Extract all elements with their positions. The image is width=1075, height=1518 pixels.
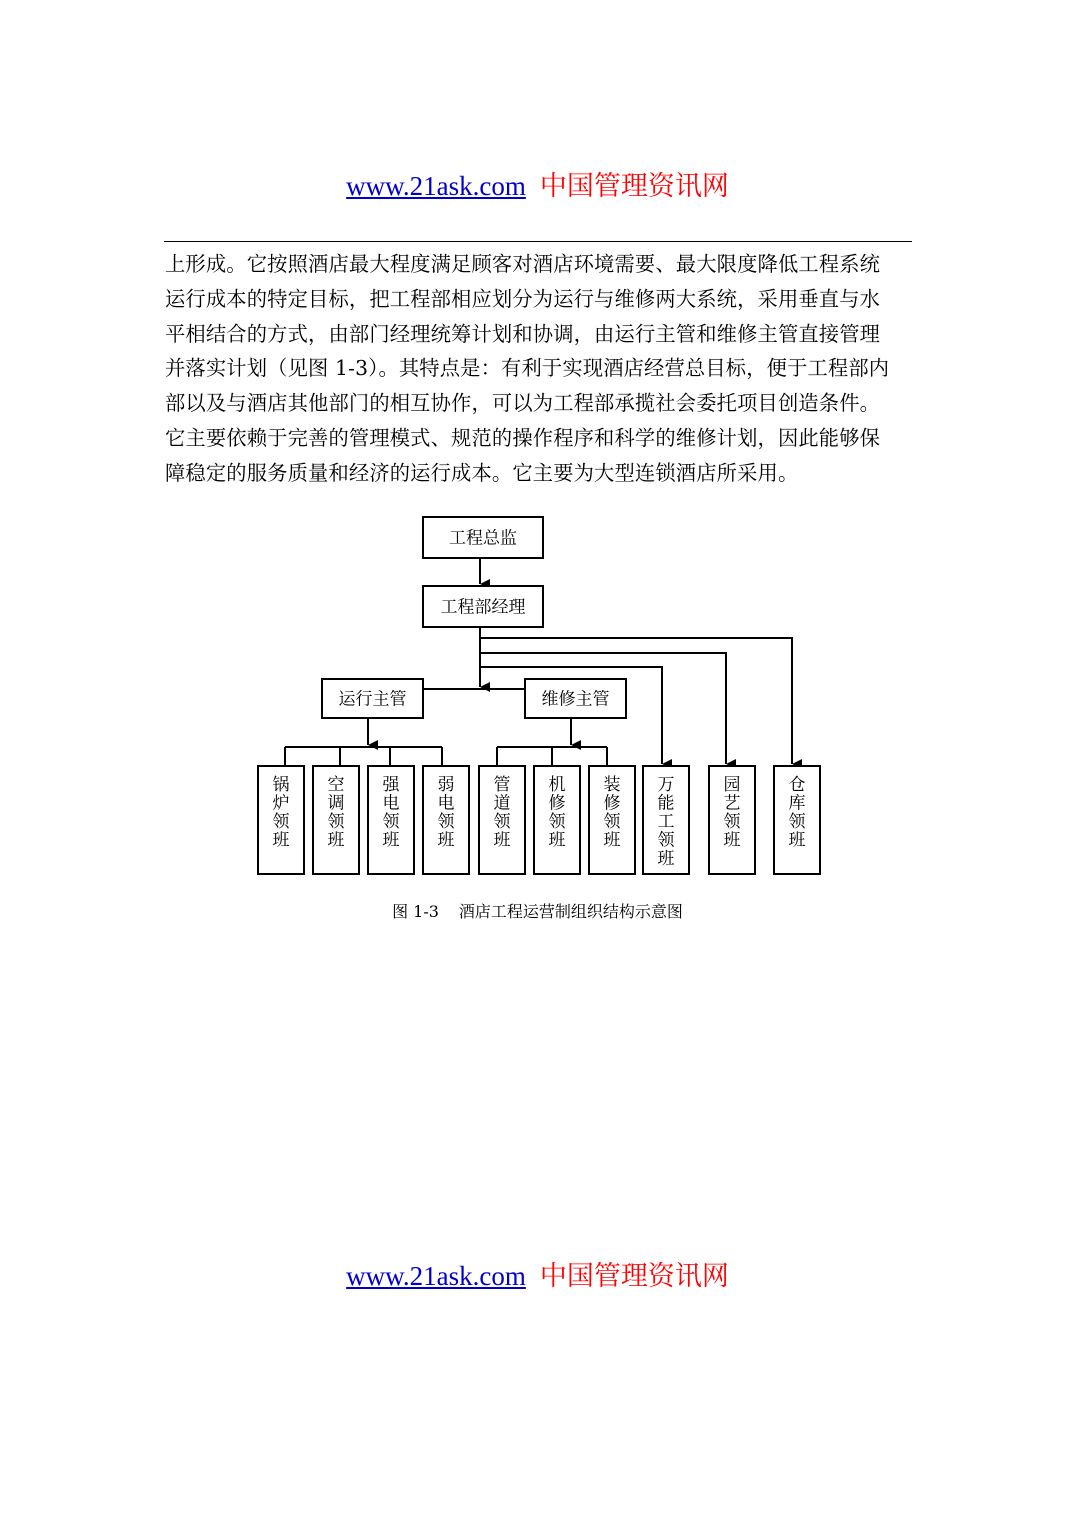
- maintenance-team-2-label-char: 修: [548, 793, 566, 814]
- body-line: 上形成。它按照酒店最大程度满足顾客对酒店环境需要、最大限度降低工程系统: [165, 252, 881, 276]
- figure-title: 酒店工程运营制组织结构示意图: [458, 902, 683, 921]
- body-line: 并落实计划（见图 1-3）。其特点是：有利于实现酒店经营总目标，便于工程部内: [165, 356, 890, 381]
- direct-team-3-label-char: 领: [788, 812, 806, 832]
- maintenance-supervisor-label: 维修主管: [541, 689, 610, 710]
- direct-team-2-label-char: 园: [723, 775, 741, 795]
- manager-label: 工程部经理: [440, 597, 526, 618]
- maintenance-team-1-label-char: 道: [493, 793, 511, 814]
- direct-team-3-label-char: 库: [788, 793, 806, 814]
- operations-team-2-label-char: 空: [327, 775, 345, 795]
- maintenance-team-3-label-char: 领: [603, 812, 621, 832]
- operations-team-3-label-char: 电: [382, 793, 400, 814]
- maintenance-team-3-label-char: 班: [603, 830, 621, 851]
- maintenance-team-1-label-char: 班: [493, 830, 511, 851]
- operations-team-1-label-char: 炉: [272, 793, 290, 814]
- operations-team-4-label-char: 弱: [437, 775, 455, 795]
- direct-team-1-label-char: 领: [657, 830, 675, 851]
- site-url-link[interactable]: www.21ask.com: [346, 171, 526, 201]
- maintenance-team-2-label-char: 机: [548, 775, 566, 795]
- direct-team-3-label-char: 班: [788, 830, 806, 851]
- operations-supervisor-label: 运行主管: [338, 689, 407, 710]
- footer-site-name: 中国管理资讯网: [539, 1261, 729, 1292]
- maintenance-team-1-label-char: 管: [493, 775, 511, 795]
- body-line: 平相结合的方式，由部门经理统筹计划和协调，由运行主管和维修主管直接管理: [165, 321, 881, 346]
- direct-team-2-label-char: 艺: [723, 793, 741, 814]
- operations-team-3-label-char: 领: [382, 812, 400, 832]
- operations-team-1-label-char: 领: [272, 812, 290, 832]
- operations-team-2-label-char: 领: [327, 812, 345, 832]
- operations-team-3-label-char: 班: [382, 830, 400, 851]
- direct-team-3-label-char: 仓: [788, 775, 806, 795]
- direct-team-1-label-char: 能: [657, 793, 675, 814]
- direct-team-1-label-char: 万: [657, 775, 675, 795]
- maintenance-team-2-label-char: 领: [548, 812, 566, 832]
- maintenance-team-2-label-char: 班: [548, 830, 566, 851]
- operations-team-3-label-char: 强: [382, 775, 400, 795]
- operations-team-1-label-char: 班: [272, 830, 290, 851]
- body-line: 障稳定的服务质量和经济的运行成本。它主要为大型连锁酒店所采用。: [165, 460, 799, 485]
- direct-team-1-label-char: 工: [657, 812, 675, 832]
- operations-team-2-label-char: 调: [327, 793, 345, 814]
- site-name: 中国管理资讯网: [539, 171, 729, 202]
- operations-team-1-label-char: 锅: [272, 775, 290, 795]
- maintenance-team-1-label-char: 领: [493, 812, 511, 832]
- footer-url-link[interactable]: www.21ask.com: [346, 1261, 526, 1291]
- figure-caption: [0, 902, 1075, 922]
- direct-team-2-label-char: 班: [723, 830, 741, 851]
- figure-number: 图 1-3: [392, 902, 439, 921]
- body-line: 它主要依赖于完善的管理模式、规范的操作程序和科学的维修计划，因此能够保: [165, 425, 881, 450]
- page-footer: [0, 1260, 1075, 1293]
- maintenance-team-3-label-char: 修: [603, 793, 621, 814]
- body-line: 部以及与酒店其他部门的相互协作，可以为工程部承揽社会委托项目创造条件。: [165, 391, 881, 416]
- operations-team-4-label-char: 领: [437, 812, 455, 832]
- director-label: 工程总监: [449, 528, 517, 549]
- direct-team-1-label-char: 班: [657, 849, 675, 869]
- operations-team-4-label-char: 电: [437, 793, 455, 814]
- operations-team-4-label-char: 班: [437, 830, 455, 851]
- body-line: 运行成本的特定目标，把工程部相应划分为运行与维修两大系统，采用垂直与水: [165, 286, 881, 311]
- direct-team-2-label-char: 领: [723, 812, 741, 832]
- maintenance-team-3-label-char: 装: [603, 775, 621, 795]
- operations-team-2-label-char: 班: [327, 830, 345, 851]
